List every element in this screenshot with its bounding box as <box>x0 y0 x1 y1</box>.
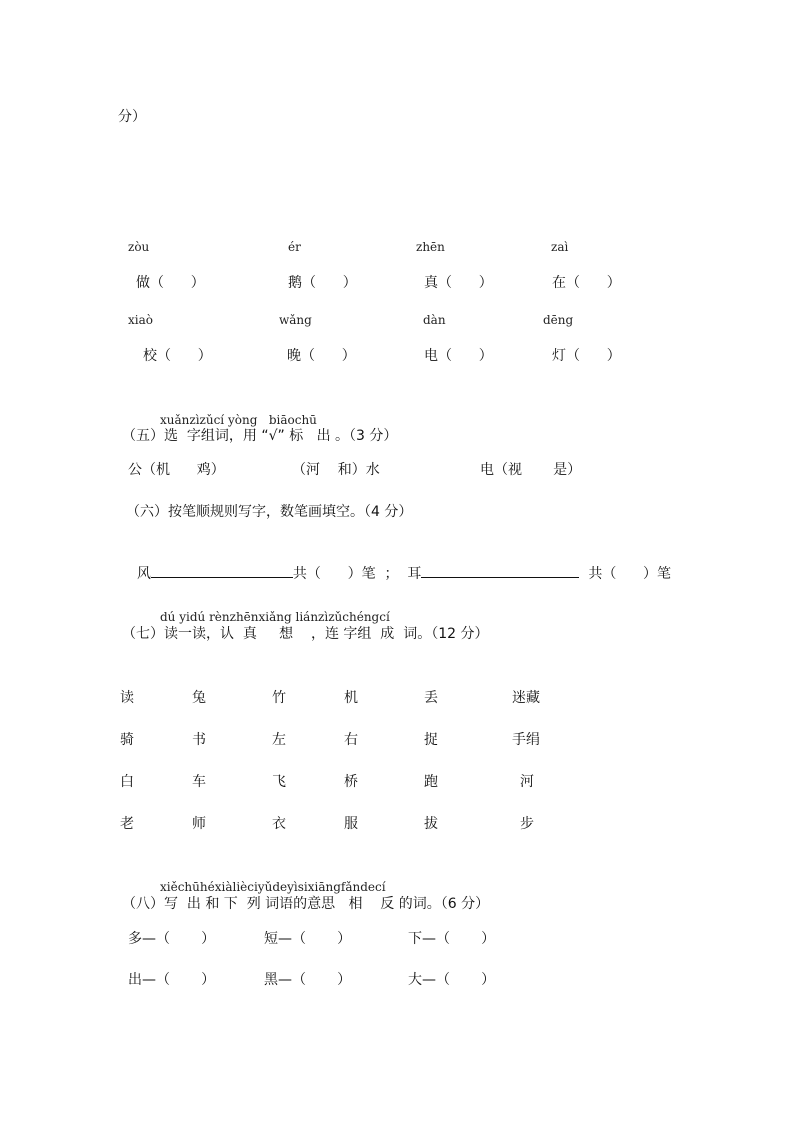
antonym-item[interactable]: 黑—（ ） <box>264 972 352 988</box>
char-item <box>288 274 357 292</box>
answer-blank[interactable]: （ ） <box>301 348 356 364</box>
answer-blank[interactable]: （ ） <box>150 275 205 291</box>
grid-word[interactable]: 飞 <box>272 774 286 790</box>
grid-word[interactable]: 迷藏 <box>512 690 540 706</box>
answer-blank[interactable]: （ ） <box>438 348 493 364</box>
char: 灯 <box>552 348 566 364</box>
char: 晚 <box>287 348 301 364</box>
answer-blank[interactable]: （ ） <box>566 348 621 364</box>
pinyin: wǎng <box>279 313 312 327</box>
stroke-count[interactable]: 共（ ）笔 ； <box>292 566 399 582</box>
answer-blank[interactable]: （ ） <box>566 275 621 291</box>
section8-heading: （八）写 出 和 下 列 词语的意思 相 反 的词。（6 分） <box>122 896 490 912</box>
char-item <box>287 347 356 365</box>
option-group[interactable]: 公（机 鸡） <box>128 462 225 478</box>
pinyin: ér <box>288 240 301 254</box>
char-item <box>136 274 205 292</box>
grid-word[interactable]: 步 <box>520 816 534 832</box>
grid-word[interactable]: 手绢 <box>512 732 540 748</box>
char-item <box>424 347 493 365</box>
section5-heading: （五）选 字组词，用 “√” 标 出 。（3 分） <box>122 428 398 444</box>
pinyin: xiaò <box>128 313 153 327</box>
stroke-row <box>128 545 671 583</box>
char: 做 <box>136 275 150 291</box>
grid-word[interactable]: 捉 <box>424 732 438 748</box>
pinyin: zaì <box>551 240 569 254</box>
answer-blank[interactable]: （ ） <box>302 275 357 291</box>
grid-word[interactable]: 读 <box>120 690 134 706</box>
section6-heading: （六）按笔顺规则写字，数笔画填空。（4 分） <box>126 504 413 520</box>
grid-word[interactable]: 跑 <box>424 774 438 790</box>
option-group[interactable]: 电（视 是） <box>480 462 582 478</box>
grid-word[interactable]: 车 <box>192 774 206 790</box>
grid-word[interactable]: 左 <box>272 732 286 748</box>
answer-blank[interactable]: （ ） <box>438 275 493 291</box>
section7-pinyin: dú yidú rènzhēnxiǎng liánzìzǔchéngcí <box>160 610 390 624</box>
char-item <box>143 347 212 365</box>
grid-word[interactable]: 衣 <box>272 816 286 832</box>
char-item <box>552 274 621 292</box>
stroke-order-blank[interactable] <box>151 563 293 578</box>
pinyin: dēng <box>543 313 574 327</box>
char-item <box>552 347 621 365</box>
antonym-item[interactable]: 短—（ ） <box>264 931 352 947</box>
grid-word[interactable]: 师 <box>192 816 206 832</box>
grid-word[interactable]: 河 <box>520 774 534 790</box>
antonym-item[interactable]: 大—（ ） <box>408 972 496 988</box>
char: 耳 <box>407 566 422 582</box>
char-item <box>424 274 493 292</box>
char: 电 <box>424 348 438 364</box>
antonym-item[interactable]: 多—（ ） <box>128 931 216 947</box>
section8-pinyin: xiěchūhéxiàlièciyǔdeyìsixiāngfǎndecí <box>160 880 386 894</box>
grid-word[interactable]: 竹 <box>272 690 286 706</box>
char: 在 <box>552 275 566 291</box>
char: 真 <box>424 275 438 291</box>
char: 校 <box>143 348 157 364</box>
pinyin: zhēn <box>416 240 445 254</box>
option-group[interactable]: （河 和）水 <box>292 462 380 478</box>
answer-blank[interactable]: （ ） <box>157 348 212 364</box>
grid-word[interactable]: 服 <box>344 816 358 832</box>
grid-word[interactable]: 老 <box>120 816 134 832</box>
char: 风 <box>136 566 151 582</box>
pinyin: zòu <box>128 240 150 254</box>
stroke-count[interactable]: 共（ ）笔 <box>588 566 672 582</box>
pinyin: dàn <box>423 313 446 327</box>
antonym-item[interactable]: 出—（ ） <box>128 972 216 988</box>
grid-word[interactable]: 桥 <box>344 774 358 790</box>
grid-word[interactable]: 右 <box>344 732 358 748</box>
section7-heading: （七）读一读，认 真 想 ，连 字组 成 词。（12 分） <box>122 626 489 642</box>
grid-word[interactable]: 白 <box>120 774 134 790</box>
top-fragment: 分） <box>118 109 146 125</box>
grid-word[interactable]: 机 <box>344 690 358 706</box>
section5-pinyin: xuǎnzìzǔcí yòng biāochū <box>160 413 317 427</box>
grid-word[interactable]: 骑 <box>120 732 134 748</box>
antonym-item[interactable]: 下—（ ） <box>408 931 496 947</box>
grid-word[interactable]: 丢 <box>424 690 438 706</box>
grid-word[interactable]: 拔 <box>424 816 438 832</box>
stroke-order-blank[interactable] <box>421 563 579 578</box>
grid-word[interactable]: 兔 <box>192 690 206 706</box>
char: 鹅 <box>288 275 302 291</box>
grid-word[interactable]: 书 <box>192 732 206 748</box>
